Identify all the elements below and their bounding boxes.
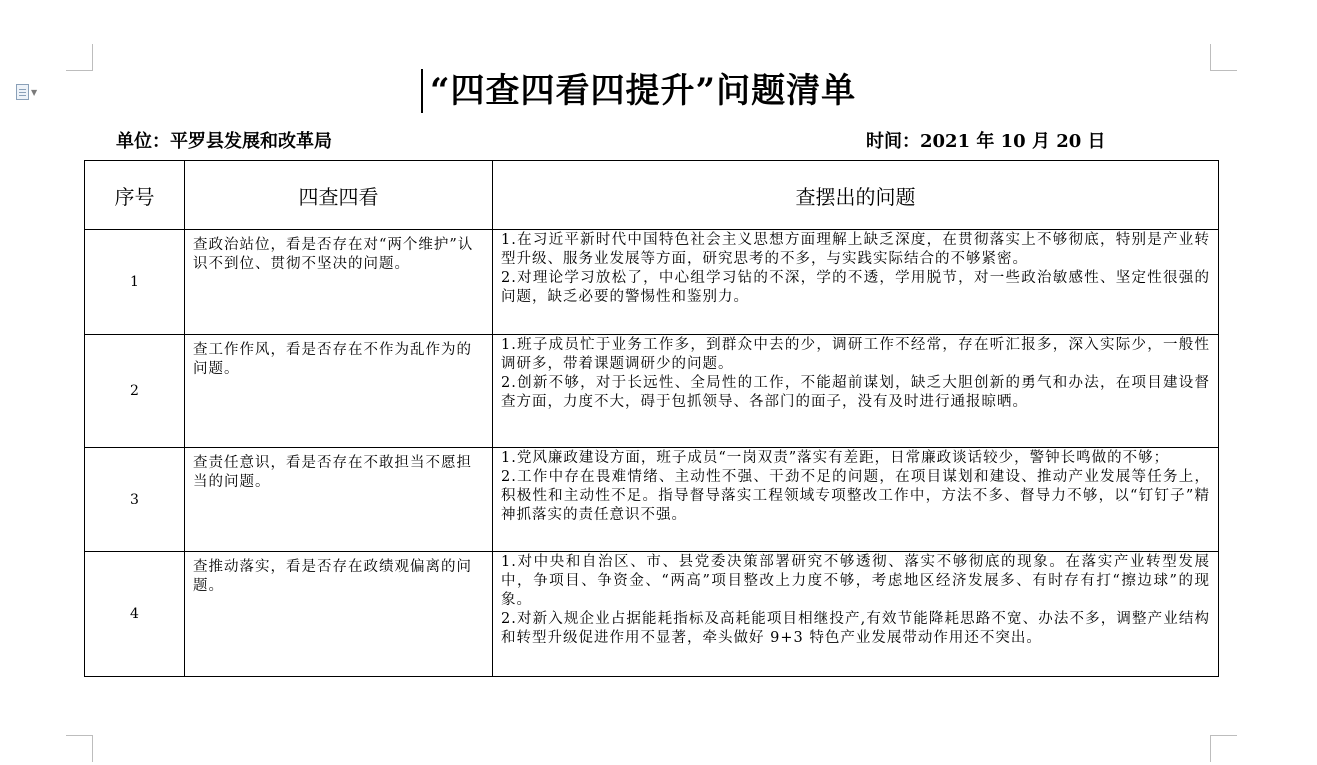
row-check: 查政治站位，看是否存在对“两个维护”认识不到位、贯彻不坚决的问题。 bbox=[185, 230, 493, 335]
date-label: 时间：2021 年 10 月 20 日 bbox=[866, 131, 1106, 152]
document-title[interactable]: “四查四看四提升”问题清单 bbox=[430, 71, 857, 111]
issue-item: 1.党风廉政建设方面，班子成员“一岗双责”落实有差距，日常廉政谈话较少，警钟长鸣做的不够； bbox=[501, 450, 1170, 466]
row-issues bbox=[493, 448, 1219, 552]
row-number: 4 bbox=[85, 552, 185, 677]
table-header-row bbox=[85, 161, 1219, 230]
row-check: 查责任意识，看是否存在不敢担当不愿担当的问题。 bbox=[185, 448, 493, 552]
document-outline-icon[interactable] bbox=[16, 84, 36, 100]
table-row bbox=[85, 448, 1219, 552]
table-row bbox=[85, 552, 1219, 677]
header-check: 四查四看 bbox=[185, 161, 493, 230]
row-issues bbox=[493, 335, 1219, 448]
issue-table bbox=[84, 160, 1219, 677]
issue-item: 2.创新不够，对于长远性、全局性的工作，不能超前谋划，缺乏大胆创新的勇气和办法，在项目建设督查方面，力度不大，碍于包抓领导、各部门的面子，没有及时进行通报晾晒。 bbox=[501, 375, 1210, 410]
page-corner-bottom-left bbox=[66, 735, 93, 762]
page-icon bbox=[16, 84, 29, 100]
row-number: 1 bbox=[85, 230, 185, 335]
issue-item: 2.对新入规企业占据能耗指标及高耗能项目相继投产,有效节能降耗思路不宽、办法不多，调整产业结构和转型升级促进作用不显著，牵头做好 9+3 特色产业发展带动作用还不突出。 bbox=[501, 611, 1210, 646]
table-row bbox=[85, 335, 1219, 448]
page-corner-top-left bbox=[66, 44, 93, 71]
text-cursor bbox=[421, 69, 423, 113]
chevron-down-icon: ▼ bbox=[31, 88, 38, 97]
page-corner-bottom-right bbox=[1210, 735, 1237, 762]
row-number: 2 bbox=[85, 335, 185, 448]
row-check: 查推动落实，看是否存在政绩观偏离的问题。 bbox=[185, 552, 493, 677]
issue-item: 2.对理论学习放松了，中心组学习钻的不深，学的不透，学用脱节，对一些政治敏感性、坚定性很强的问题，缺乏必要的警惕性和鉴别力。 bbox=[501, 270, 1210, 305]
issue-item: 2.工作中存在畏难情绪、主动性不强、干劲不足的问题，在项目谋划和建设、推动产业发展等任务上，积极性和主动性不足。指导督导落实工程领域专项整改工作中，方法不多、督导力不够，以“钉钉子”精神抓落实的责任意识不强。 bbox=[501, 469, 1210, 523]
row-issues bbox=[493, 552, 1219, 677]
issue-item: 1.班子成员忙于业务工作多，到群众中去的少，调研工作不经常，存在听汇报多，深入实际少，一般性调研多，带着课题调研少的问题。 bbox=[501, 337, 1210, 372]
issue-item: 1.在习近平新时代中国特色社会主义思想方面理解上缺乏深度，在贯彻落实上不够彻底，特别是产业转型升级、服务业发展等方面，研究思考的不多，与实践实际结合的不够紧密。 bbox=[501, 232, 1210, 267]
header-issues: 查摆出的问题 bbox=[493, 161, 1219, 230]
table-row bbox=[85, 230, 1219, 335]
header-number: 序号 bbox=[85, 161, 185, 230]
unit-label: 单位：平罗县发展和改革局 bbox=[116, 131, 332, 152]
row-issues bbox=[493, 230, 1219, 335]
row-number: 3 bbox=[85, 448, 185, 552]
row-check: 查工作作风，看是否存在不作为乱作为的问题。 bbox=[185, 335, 493, 448]
page-corner-top-right bbox=[1210, 44, 1237, 71]
issue-item: 1.对中央和自治区、市、县党委决策部署研究不够透彻、落实不够彻底的现象。在落实产业转型发展中，争项目、争资金、“两高”项目整改上力度不够，考虑地区经济发展多、有时存有打“擦边球”的现象。 bbox=[501, 554, 1210, 608]
